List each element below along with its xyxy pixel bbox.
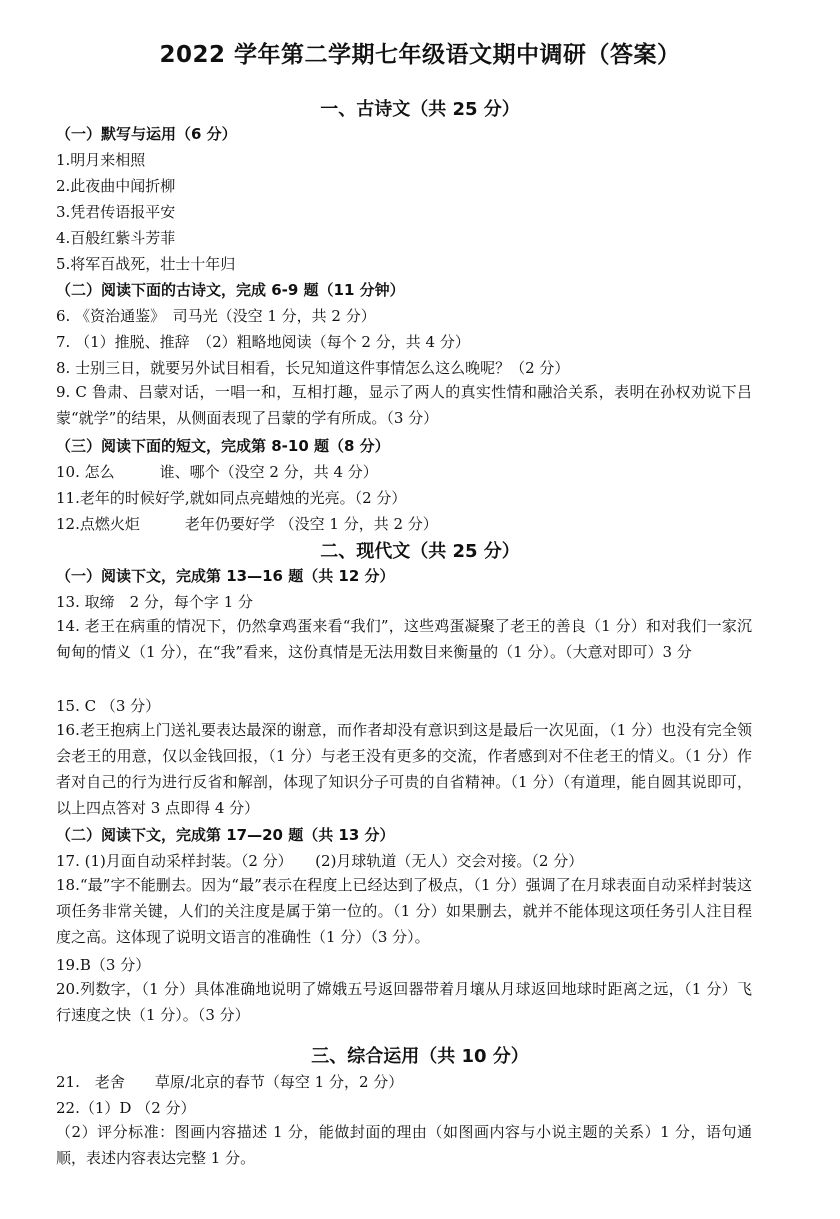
answer-line: 4.百般红紫斗芳菲 (56, 229, 176, 247)
part-heading-short-text: （三）阅读下面的短文，完成第 8-10 题（8 分） (56, 437, 390, 455)
answer-line: 15. C （3 分） (56, 697, 161, 715)
answer-line: 13. 取缔 2 分，每个字 1 分 (56, 593, 254, 611)
answer-line: 22.（1）D （2 分） (56, 1099, 196, 1117)
answer-paragraph: 16.老王抱病上门送礼要表达最深的谢意，而作者却没有意识到这是最后一次见面，（1 分）也没有完全领会老王的用意，仅以金钱回报，（1 分）与老王没有更多的交流，作者感到对不住老王的情义。（1 分）作者对自己的行为进行反省和解剖，体现了知识分子可贵的自省精神。（1 分）（有道理，能自圆其说即可，以上四点答对 3 点即得 4 分） (56, 721, 752, 817)
answer-line: 17. (1)月面自动采样封装。（2 分） (2)月球轨道（无人）交会对接。（2 分） (56, 852, 584, 870)
answer-paragraph: （2）评分标准：图画内容描述 1 分，能做封面的理由（如图画内容与小说主题的关系）1 分，语句通顺，表述内容表达完整 1 分。 (56, 1123, 752, 1167)
answer-line: 7. （1）推脱、推辞 （2）粗略地阅读（每个 2 分，共 4 分） (56, 333, 470, 351)
part-heading-dictation: （一）默写与运用（6 分） (56, 125, 237, 143)
answer-paragraph: 14. 老王在病重的情况下，仍然拿鸡蛋来看“我们”，这些鸡蛋凝聚了老王的善良（1 分）和对我们一家沉甸甸的情义（1 分），在“我”看来，这份真情是无法用数目来衡量的（1 分）。（大意对即可）3 分 (56, 617, 752, 661)
answer-line: 21. 老舍 草原/北京的春节（每空 1 分，2 分） (56, 1073, 404, 1091)
document-title: 2022 学年第二学期七年级语文期中调研（答案） (159, 42, 681, 68)
answer-line: 1.明月来相照 (56, 151, 146, 169)
section-heading-modern-text: 二、现代文（共 25 分） (320, 541, 520, 562)
answer-line: 19.B（3 分） (56, 956, 151, 974)
answer-line: 12.点燃火炬 老年仍要好学 （没空 1 分，共 2 分） (56, 515, 438, 533)
answer-paragraph: 20.列数字，（1 分）具体准确地说明了嫦娥五号返回器带着月壤从月球返回地球时距离之远，（1 分）飞行速度之快（1 分）。（3 分） (56, 980, 752, 1024)
section-heading-classical-poetry: 一、古诗文（共 25 分） (320, 99, 520, 120)
part-heading-reading-13-16: （一）阅读下文，完成第 13—16 题（共 12 分） (56, 567, 395, 585)
section-heading-comprehensive: 三、综合运用（共 10 分） (311, 1046, 529, 1067)
part-heading-classical-reading: （二）阅读下面的古诗文，完成 6-9 题（11 分钟） (56, 281, 405, 299)
answer-line: 11.老年的时候好学,就如同点亮蜡烛的光亮。（2 分） (56, 489, 407, 507)
answer-line: 6. 《资治通鉴》 司马光（没空 1 分，共 2 分） (56, 307, 376, 325)
answer-line: 10. 怎么 谁、哪个（没空 2 分，共 4 分） (56, 463, 378, 481)
answer-line: 5.将军百战死，壮士十年归 (56, 255, 236, 273)
answer-paragraph: 9. C 鲁肃、吕蒙对话，一唱一和，互相打趣，显示了两人的真实性情和融洽关系，表明在孙权劝说下吕蒙“就学”的结果，从侧面表现了吕蒙的学有所成。（3 分） (56, 383, 752, 427)
part-heading-reading-17-20: （二）阅读下文，完成第 17—20 题（共 13 分） (56, 826, 395, 844)
answer-paragraph: 18.“最”字不能删去。因为“最”表示在程度上已经达到了极点，（1 分）强调了在月球表面自动采样封装这项任务非常关键，人们的关注度是属于第一位的。（1 分）如果删去，就并不能体现这项任务引人注目程度之高。这体现了说明文语言的准确性（1 分）（3 分）。 (56, 876, 752, 946)
answer-line: 3.凭君传语报平安 (56, 203, 176, 221)
answer-line: 8. 士别三日，就要另外试目相看，长兄知道这件事情怎么这么晚呢？（2 分） (56, 359, 570, 377)
answer-line: 2.此夜曲中闻折柳 (56, 177, 176, 195)
